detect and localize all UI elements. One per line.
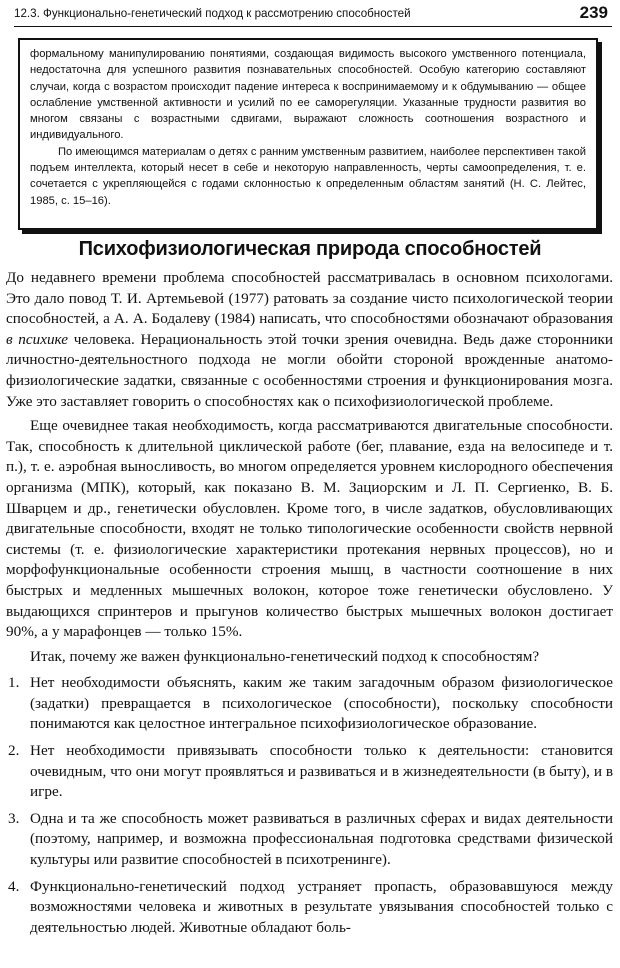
section-title-header: 12.3. Функционально-генетический подход к рассмотрению способностей	[14, 7, 411, 20]
quote-paragraph-1: формальному манипулированию понятиями, создающая видимость высокого умственного потенциала, недостаточна для успешного развития познавательных способностей. Особую категорию составляют случаи, когда с возрастом происходит падение интереса к воспринимаемому и к обдумыванию — общее ослабление умственной активности и усилий по ее саморегуляции. Указанные трудности развития во многом связаны с возрастными сдвигами, выражают сложность соотношения возрастного и индивидуального.	[30, 48, 586, 142]
list-item: 4. Функционально-генетический подход устраняет пропасть, образовавшуюся между возможностями человека и животных в результате увязывания способностей только с деятельностью людей. Животные обладают боль-	[8, 877, 613, 936]
quote-paragraph-2: По имеющимся материалам о детях с ранним умственным развитием, наиболее перспективен такой подъем интеллекта, который несет в себе и некоторую направленность, черты самоопределения, т. е. сочетается с укрепляющейся с годами склонностью к определенным областям занятий (Н. С. Лейтес, 1985, с. 15–16).	[30, 145, 586, 207]
paragraph-1: До недавнего времени проблема способностей рассматривалась в основном психологами. Это дало повод Т. И. Артемьевой (1977) ратовать за создание чисто психологической теории способностей, а А. А. Бодалеву (1984) написать, что способностями обозначают образования в психике человека. Нерациональность этой точки зрения очевидна. Ведь даже сторонники личностно-деятельностного подхода не могли обойти стороной врожденные анатомо-физиологические задатки, связанные с особенностями строения и функционирования мозга. Уже это заставляет говорить о способностях как о психофизиологической проблеме.	[6, 269, 613, 410]
paragraph-2: Еще очевиднее такая необходимость, когда рассматриваются двигательные способности. Так, способность к длительной циклической работе (бег, плавание, езда на велосипеде и т. п.), т. е. аэробная выносливость, во многом определяется уровнем кислородного обеспечения организма (МПК), который, как показано В. М. Зациорским и Л. П. Сергиенко, В. Б. Шварцем и др., генетически обусловлен. Кроме того, в числе задатков, обусловливающих двигательные способности, входят не только типологические особенности свойств нервной системы (т. е. физиологические характеристики протекания нервных процессов), но и морфофункциональные особенности строения мышц, в частности соотношение в них быстрых и медленных мышечных волокон, которое тоже генетически обусловлено. У выдающихся спринтеров и прыгунов количество быстрых мышечных волокон достигает 90%, а у марафонцев — только 15%.	[6, 417, 613, 641]
paragraph-3: Итак, почему же важен функционально-генетический подход к способностям?	[30, 647, 540, 665]
main-text	[6, 268, 613, 944]
quote-box	[18, 38, 598, 230]
list-item: 1. Нет необходимости объяснять, каким же таким загадочным образом физиологическое (задатки) превращается в психологическое (способности), поскольку способности понимаются как целостное интегральное психофизиологическое образование.	[8, 674, 613, 733]
page-number: 239	[579, 3, 608, 22]
numbered-list	[6, 673, 613, 938]
running-header	[14, 4, 612, 27]
list-item: 3. Одна и та же способность может развиваться в различных сферах и видах деятельности (поэтому, например, и возможна профессиональная подготовка средствами физической культуры или развитие способностей в психотренинге).	[8, 809, 613, 869]
list-item: 2. Нет необходимости привязывать способности только к деятельности: становится очевидным, что они могут проявляться и развиваться и в жизнедеятельности (в быту), и в игре.	[8, 742, 613, 801]
section-heading: Психофизиологическая природа способностей	[78, 238, 542, 260]
emphasis: в психике	[6, 330, 69, 348]
